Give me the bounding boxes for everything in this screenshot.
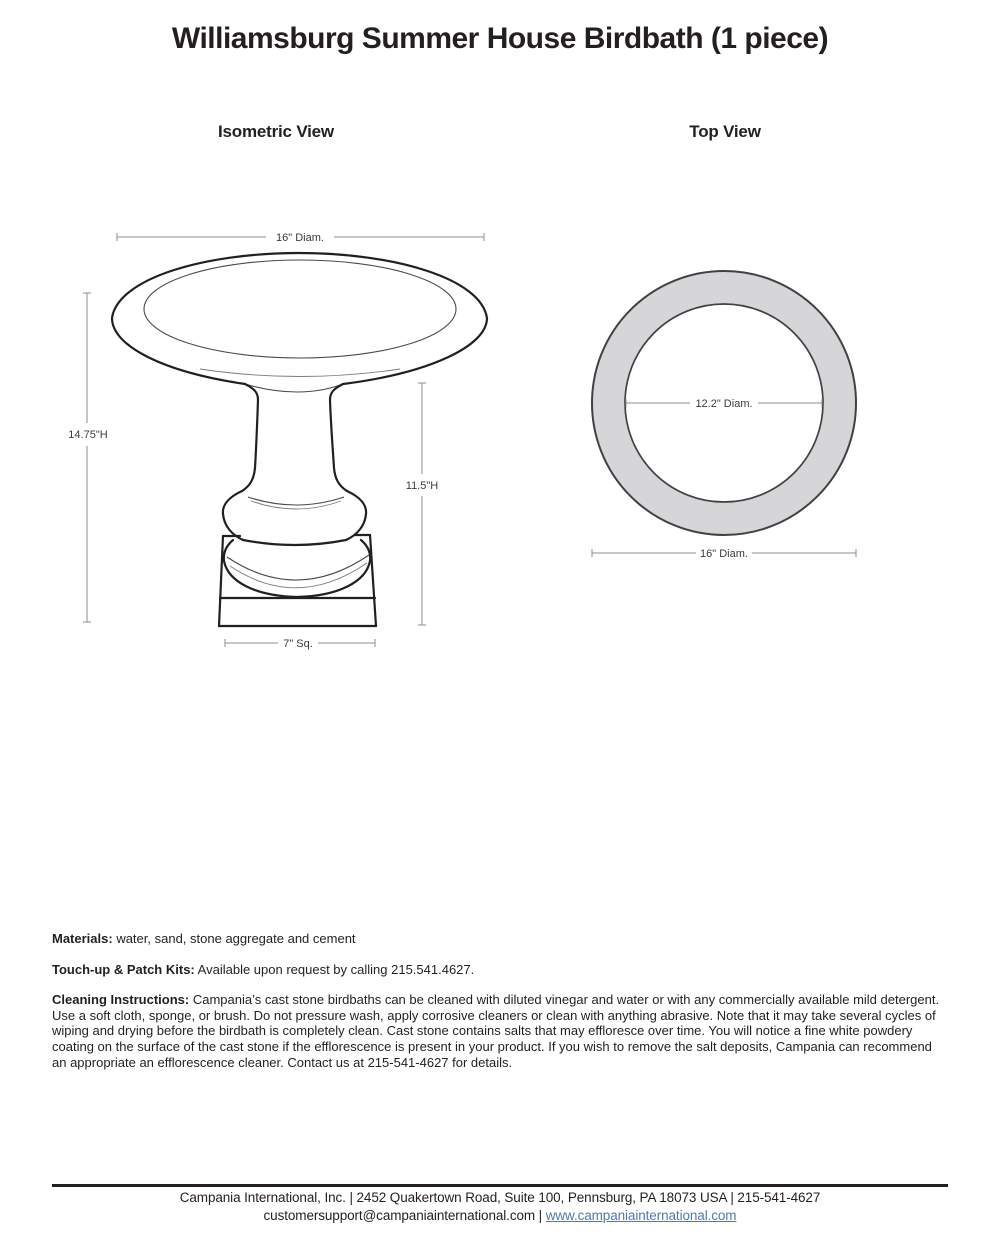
materials-text: water, sand, stone aggregate and cement	[112, 931, 356, 946]
touchup-label: Touch-up & Patch Kits:	[52, 961, 195, 977]
dim-label-inner-diameter: 12.2" Diam.	[695, 398, 753, 410]
footer-contact	[0, 1208, 1000, 1223]
footer-address: Campania International, Inc. | 2452 Quakertown Road, Suite 100, Pennsburg, PA 18073 USA | 215-541-4627	[179, 1190, 821, 1205]
cleaning-text: Campania’s cast stone birdbaths can be cleaned with diluted vinegar and water or with any commercially available mild detergent. Use a soft cloth, sponge, or brush. Do not pressure wash, apply corrosive cleaners or clean with anything abrasive. Note that it may take several cycles of wiping and drying before the birdbath is completely clean. Cast stone contains salts that may effloresce over time. You will notice a fine white powdery coating on the surface of the cast stone if the efflorescence is present in your product. If you wish to remove the salt deposits, Campania can recommend an appropriate an efflorescence cleaner. Contact us at 215-541-4627 for details.	[52, 992, 940, 1070]
dim-overall-height	[68, 293, 107, 622]
touchup-text: Available upon request by calling 215.541.4627.	[194, 961, 475, 977]
footer-email: customersupport@campaniainternational.com	[263, 1208, 536, 1223]
dim-label-overall-height: 14.75"H	[68, 429, 108, 441]
dim-label-pedestal-height: 11.5"H	[405, 480, 439, 492]
dim-label-base-size: 7" Sq.	[283, 638, 313, 650]
dim-label-bowl-diameter: 16" Diam.	[276, 232, 324, 244]
cleaning-label: Cleaning Instructions:	[52, 992, 190, 1008]
footer-website-link[interactable]: www.campaniainternational.com	[545, 1208, 737, 1223]
materials-label: Materials:	[52, 931, 113, 946]
top-view-drawing	[570, 235, 880, 570]
cleaning-paragraph	[52, 992, 949, 1070]
dim-base-size	[225, 638, 375, 650]
pedestal-cushion-outline	[224, 540, 370, 597]
dim-pedestal-height	[406, 383, 438, 625]
footer-separator: |	[535, 1208, 546, 1223]
bowl-outline	[112, 253, 487, 392]
touchup-line	[52, 962, 949, 978]
dim-label-outer-diameter: 16" Diam.	[700, 548, 748, 560]
pedestal-stem-outline	[242, 384, 347, 491]
materials-line	[52, 931, 949, 947]
pedestal-bulb-outline	[223, 491, 366, 545]
dim-outer-diameter	[592, 548, 856, 560]
footer-divider	[52, 1184, 948, 1187]
isometric-drawing	[50, 225, 500, 660]
dim-bowl-diameter	[117, 232, 484, 244]
specs-section	[52, 931, 949, 1085]
top-view-label: Top View	[689, 122, 761, 141]
page-title: Williamsburg Summer House Birdbath (1 piece)	[171, 22, 829, 55]
isometric-view-label: Isometric View	[218, 122, 334, 141]
